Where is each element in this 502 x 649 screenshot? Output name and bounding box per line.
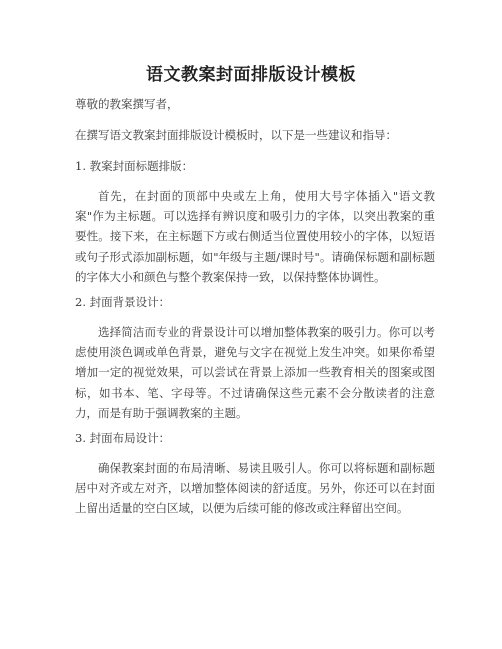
intro-line: 在撰写语文教案封面排版设计模板时，以下是一些建议和指导： (75, 128, 397, 142)
section-body-2: 选择简洁而专业的背景设计可以增加整体教案的吸引力。你可以考虑使用淡色调或单色背景，避免与文字在视觉上发生冲突。如果你希望增加一定的视觉效果，可以尝试在背景上添加一些教育相关的图案或图标，如书本、笔、字母等。不过请确保这些元素不会分散读者的注意力，而是有助于强调教案的主题。 (75, 325, 435, 420)
section-heading-3: 3. 封面布局设计： (75, 431, 171, 445)
section-heading-2: 2. 封面背景设计： (75, 295, 171, 309)
section-body-1: 首先，在封面的顶部中央或左上角，使用大号字体插入"语文教案"作为主标题。可以选择有辨识度和吸引力的字体，以突出教案的重要性。接下来，在主标题下方或右侧适当位置使用较小的字体，以短语或句子形式添加副标题，如"年级与主题/课时号"。请确保标题和副标题的字体大小和颜色与整个教案保持一致，以保持整体协调性。 (75, 189, 435, 284)
document-title: 语文教案封面排版设计模板 (146, 65, 356, 85)
greeting-line: 尊敬的教案撰写者， (75, 97, 179, 111)
section-heading-1: 1. 教案封面标题排版： (75, 159, 194, 173)
section-body-3: 确保教案封面的布局清晰、易读且吸引人。你可以将标题和副标题居中对齐或左对齐，以增加整体阅读的舒适度。另外，你还可以在封面上留出适量的空白区域，以便为后续可能的修改或注释留出空间。 (75, 461, 435, 516)
